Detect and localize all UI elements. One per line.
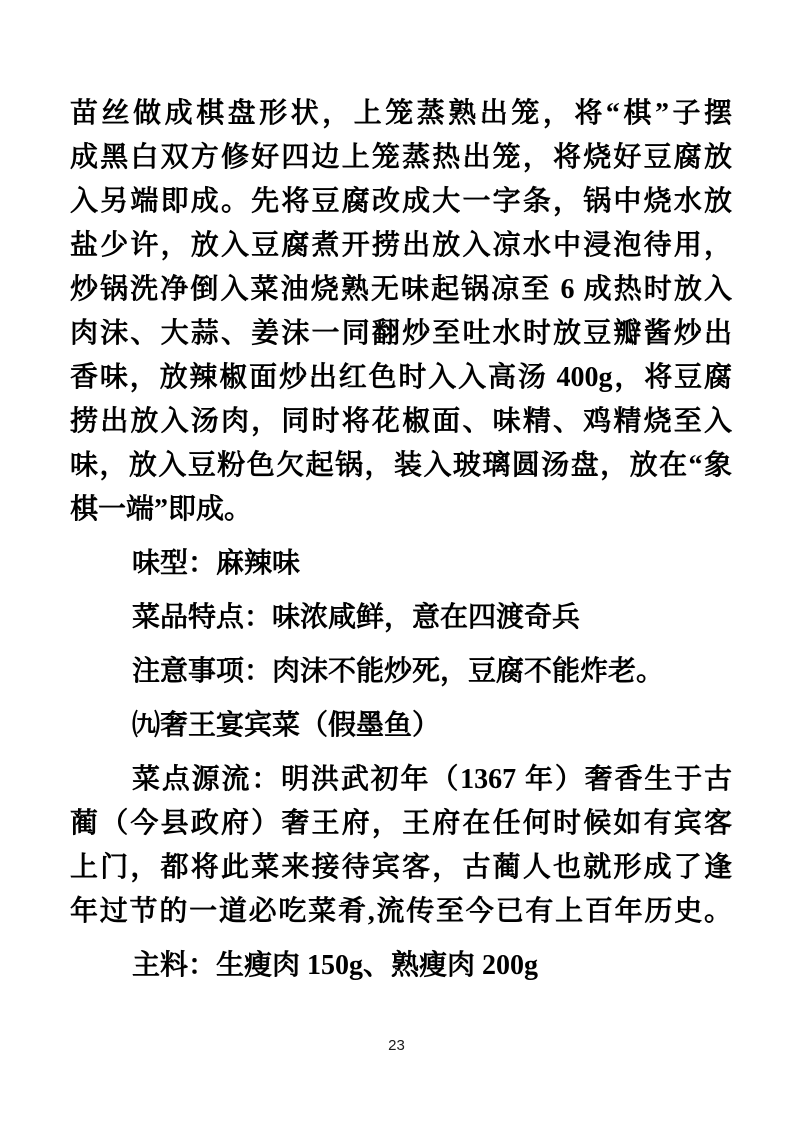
section-heading: ㈨奢王宴宾菜（假墨鱼） <box>132 710 441 741</box>
text-line: 炒锅洗净倒入菜油烧熟无味起锅凉至 6 成热时放入 <box>70 274 732 305</box>
text-line: 上门，都将此菜来接待宾客，古蔺人也就形成了逢 <box>70 852 732 883</box>
dish-feature-line: 菜品特点：味浓咸鲜，意在四渡奇兵 <box>132 602 581 633</box>
text-line: 成黑白双方修好四边上笼蒸热出笼，将烧好豆腐放 <box>70 142 732 173</box>
text-line: 捞出放入汤肉，同时将花椒面、味精、鸡精烧至入 <box>70 406 732 437</box>
page-number: 23 <box>388 1037 405 1054</box>
text-line: 味，放入豆粉色欠起锅，装入玻璃圆汤盘，放在“象 <box>70 450 732 481</box>
text-line: 苗丝做成棋盘形状，上笼蒸熟出笼，将“棋”子摆 <box>70 98 732 129</box>
text-line: 年过节的一道必吃菜肴,流传至今已有上百年历史。 <box>70 896 732 927</box>
text-line: 肉沫、大蒜、姜沫一同翻炒至吐水时放豆瓣酱炒出 <box>70 318 732 349</box>
document-body <box>70 92 732 988</box>
text-line: 入另端即成。先将豆腐改成大一字条，锅中烧水放 <box>70 186 732 217</box>
text-line: 菜点源流：明洪武初年（1367 年）奢香生于古 <box>132 764 732 795</box>
flavor-type-line: 味型：麻辣味 <box>132 548 301 579</box>
notes-line: 注意事项：肉沫不能炒死，豆腐不能炸老。 <box>132 656 665 687</box>
text-line: 盐少许，放入豆腐煮开捞出放入凉水中浸泡待用， <box>70 230 732 261</box>
text-line: 棋一端”即成。 <box>70 494 253 525</box>
main-ingredients-line: 主料：生瘦肉 150g、熟瘦肉 200g <box>132 950 539 981</box>
text-line: 蔺（今县政府）奢王府，王府在任何时候如有宾客 <box>70 808 732 839</box>
text-line: 香味，放辣椒面炒出红色时入入高汤 400g，将豆腐 <box>70 362 732 393</box>
